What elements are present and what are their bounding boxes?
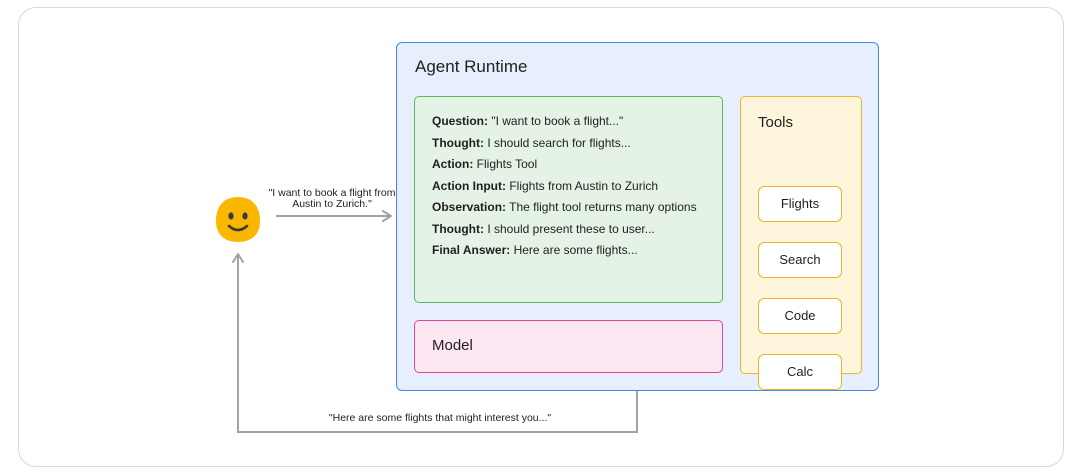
trace-line-question: Question: "I want to book a flight..." xyxy=(432,114,624,128)
tool-flights: Flights xyxy=(758,186,842,222)
tool-code: Code xyxy=(758,298,842,334)
trace-line-final-answer: Final Answer: Here are some flights... xyxy=(432,243,638,257)
trace-line-action-input: Action Input: Flights from Austin to Zurich xyxy=(432,178,659,193)
trace-line-thought-2: Thought: I should present these to user... xyxy=(432,221,655,236)
trace-line-action: Action: Flights Tool xyxy=(432,157,538,171)
agent-response-label: "Here are some flights that might interest you..." xyxy=(328,412,552,424)
trace-line-observation: Observation: The flight tool returns many options xyxy=(432,200,697,214)
tool-calc: Calc xyxy=(758,354,842,390)
agent-runtime-panel xyxy=(396,42,879,391)
tools-panel xyxy=(740,96,862,379)
trace-line-thought: Thought: I should search for flights... xyxy=(432,135,631,150)
reasoning-trace-box xyxy=(414,96,723,303)
model-box: Model xyxy=(414,320,723,373)
user-request-label: "I want to book a flight from Austin to Zurich." xyxy=(268,187,396,210)
smiley-user-icon xyxy=(208,195,268,245)
tools-title: Tools xyxy=(758,114,794,131)
tool-search: Search xyxy=(758,242,842,278)
agent-runtime-title: Agent Runtime xyxy=(415,57,528,76)
